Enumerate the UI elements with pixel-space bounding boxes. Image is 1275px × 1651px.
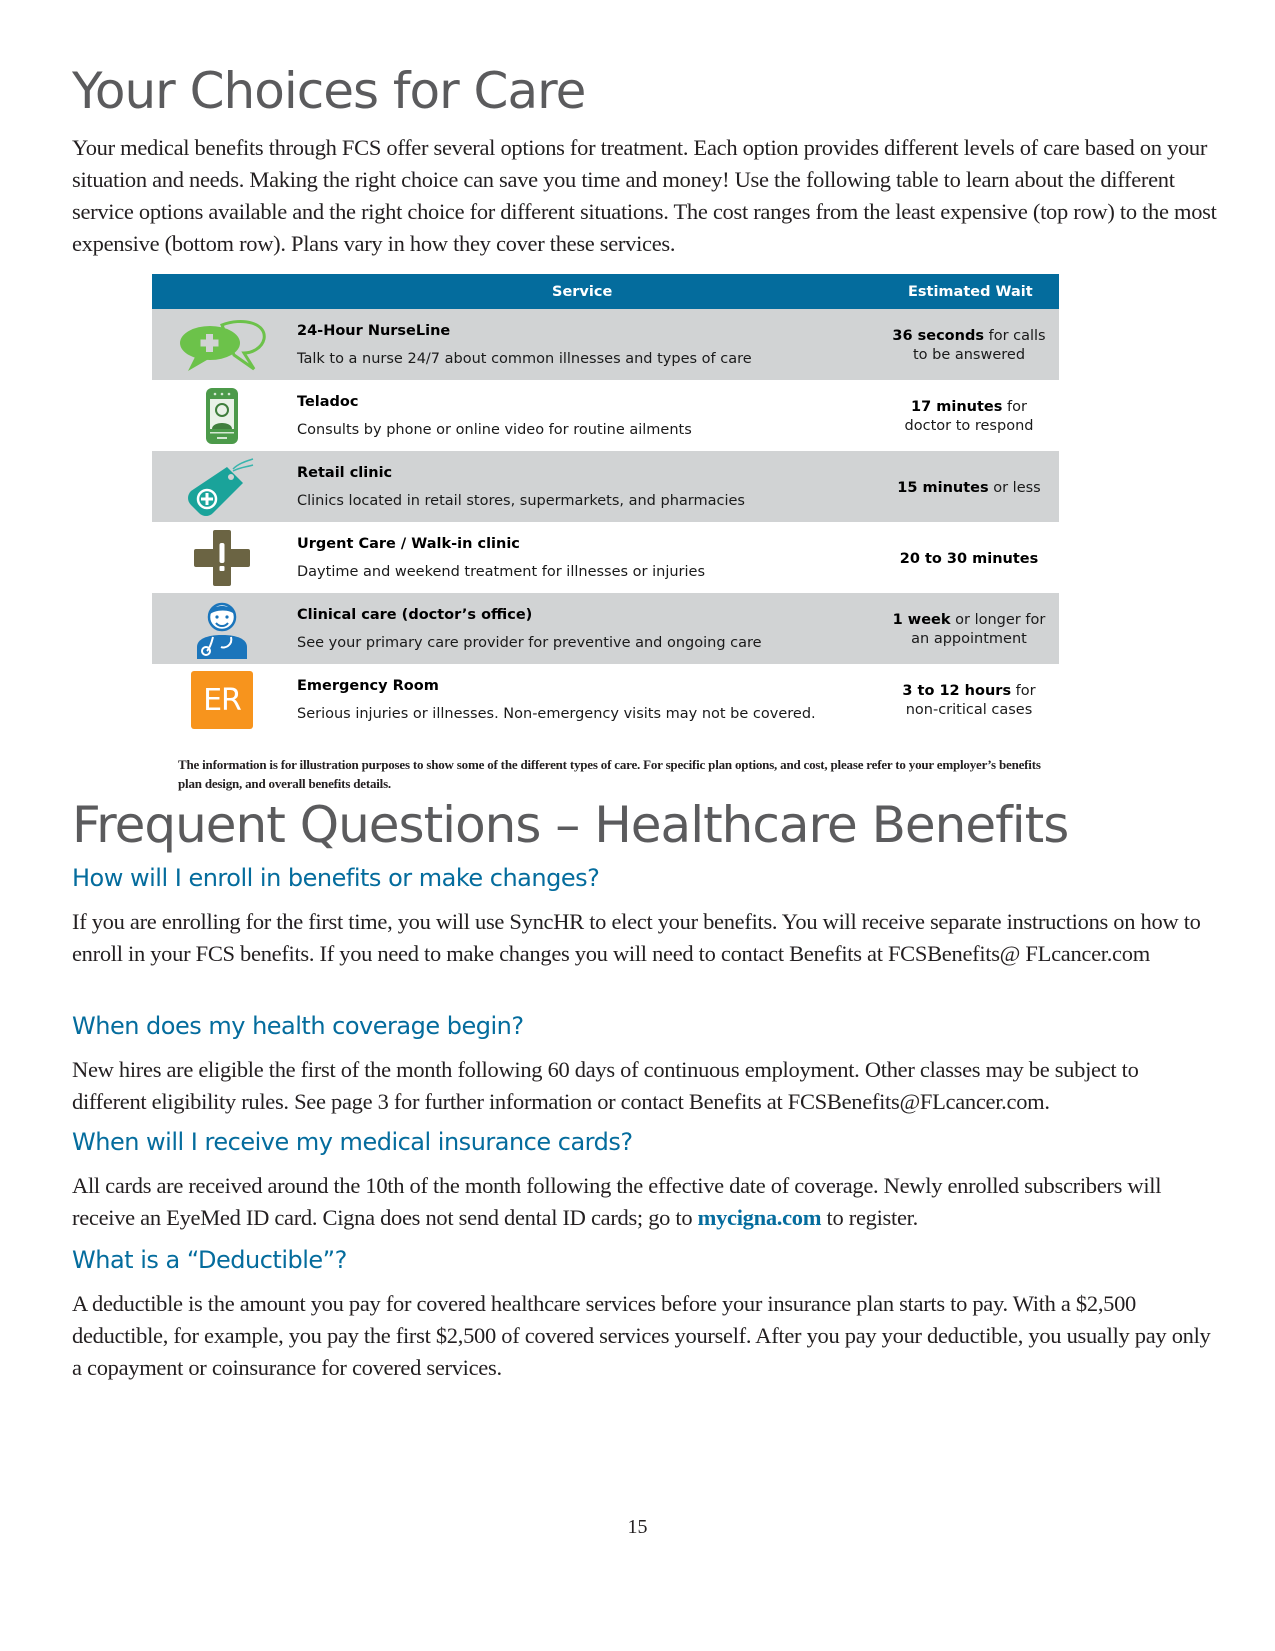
phone-video-doctor-icon — [172, 386, 272, 446]
estimated-wait — [874, 611, 1064, 649]
cross-exclamation-icon — [172, 528, 272, 588]
estimated-wait — [874, 550, 1064, 569]
wait-value: 36 seconds — [892, 328, 984, 344]
service-name: Urgent Care / Walk-in clinic — [297, 536, 520, 552]
page-number: 15 — [627, 1516, 648, 1538]
service-description: Talk to a nurse 24/7 about common illnesses and types of care — [297, 351, 752, 367]
choices-intro: Your medical benefits through FCS offer several options for treatment. Each option provides different levels of care based on your situation and needs. Making the right choice can save you time and money! Use the following table to learn about the different service options available and the right choice for different situations. The cost ranges from the least expensive (top row) to the most expensive (bottom row). Plans vary in how they cover these services. — [72, 135, 1217, 256]
estimated-wait — [874, 327, 1064, 365]
service-description: Serious injuries or illnesses. Non-emergency visits may not be covered. — [297, 706, 816, 722]
estimated-wait — [874, 479, 1064, 498]
table-disclaimer: The information is for illustration purposes to show some of the different types of care. For specific plan options, and cost, please refer to your employer’s benefits plan design, and overall benefits details. — [178, 757, 1041, 791]
wait-suffix: for — [1002, 399, 1027, 415]
estimated-wait — [874, 682, 1064, 720]
wait-value: 20 to 30 minutes — [899, 551, 1039, 567]
faq-question: When will I receive my medical insurance cards? — [72, 1128, 633, 1156]
service-description: See your primary care provider for preventive and ongoing care — [297, 635, 762, 651]
faq-answer-text: to register. — [821, 1205, 918, 1230]
service-name: Teladoc — [297, 394, 359, 410]
column-header-service: Service — [552, 284, 613, 300]
service-name: Retail clinic — [297, 465, 393, 481]
wait-suffix: for calls — [983, 328, 1046, 344]
column-header-wait: Estimated Wait — [908, 284, 1033, 300]
service-description: Consults by phone or online video for routine ailments — [297, 422, 692, 438]
wait-value: 3 to 12 hours — [902, 683, 1012, 699]
faq-question: When does my health coverage begin? — [72, 1012, 524, 1040]
service-name: Clinical care (doctor’s office) — [297, 607, 533, 623]
service-name: Emergency Room — [297, 678, 439, 694]
faq-answer-text: All cards are received around the 10th of the month following the effective date of coverage. Newly enrolled subscribers will receive an EyeMed ID card. Cigna does not send dental ID cards; go to — [72, 1173, 1162, 1230]
estimated-wait — [874, 398, 1064, 436]
wait-value: 15 minutes — [897, 480, 989, 496]
service-description: Daytime and weekend treatment for illnesses or injuries — [297, 564, 706, 580]
table-row — [152, 380, 1059, 451]
faq-answer: New hires are eligible the first of the month following 60 days of continuous employment. Other classes may be subject to different eligibility rules. See page 3 for further information or contact Benefits at FCSBenefits@FLcancer.com. — [72, 1057, 1139, 1114]
care-options-table — [152, 274, 1059, 735]
chat-bubbles-plus-icon — [172, 315, 272, 375]
er-badge-text: ER — [203, 682, 241, 718]
wait-value: 17 minutes — [911, 399, 1003, 415]
section-title-choices: Your Choices for Care — [72, 62, 586, 120]
table-row — [152, 593, 1059, 664]
wait-suffix: or less — [988, 480, 1041, 496]
table-row — [152, 451, 1059, 522]
faq-question: How will I enroll in benefits or make changes? — [72, 864, 600, 892]
wait-suffix: for — [1011, 683, 1036, 699]
doctor-stethoscope-icon — [172, 599, 272, 659]
faq-answer: If you are enrolling for the first time, you will use SyncHR to elect your benefits. You will receive separate instructions on how to enroll in your FCS benefits. If you need to make changes you will need to contact Benefits at FCSBenefits@ FLcancer.com — [72, 909, 1201, 966]
faq-question: What is a “Deductible”? — [72, 1246, 347, 1274]
wait-line2: doctor to respond — [904, 418, 1034, 434]
faq-answer: A deductible is the amount you pay for covered healthcare services before your insurance plan starts to pay. With a $2,500 deductible, for example, you pay the first $2,500 of covered services yourself. After you pay your deductible, you usually pay only a copayment or coinsurance for covered services. — [72, 1291, 1211, 1380]
mycigna-link[interactable]: mycigna.com — [697, 1205, 822, 1230]
table-row — [152, 522, 1059, 593]
wait-value: 1 week — [892, 612, 951, 628]
wait-line2: non-critical cases — [905, 702, 1033, 718]
table-row — [152, 309, 1059, 380]
er-badge-icon — [172, 670, 272, 730]
service-name: 24-Hour NurseLine — [297, 323, 451, 339]
section-title-faq: Frequent Questions – Healthcare Benefits — [72, 796, 1069, 854]
table-row — [152, 664, 1059, 735]
price-tag-plus-icon — [172, 457, 272, 517]
table-header — [152, 274, 1059, 309]
wait-suffix: or longer for — [950, 612, 1046, 628]
service-description: Clinics located in retail stores, supermarkets, and pharmacies — [297, 493, 745, 509]
wait-line2: an appointment — [911, 631, 1027, 647]
faq-answer — [72, 1170, 1212, 1234]
wait-line2: to be answered — [912, 347, 1026, 363]
